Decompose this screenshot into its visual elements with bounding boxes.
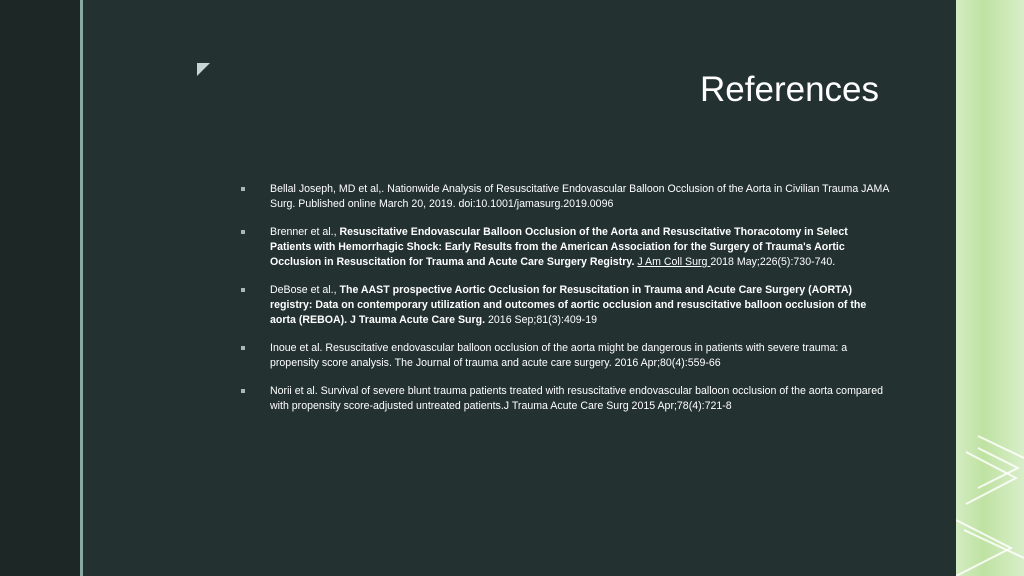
reference-item [241, 283, 891, 328]
reference-text [270, 342, 847, 369]
reference-text [270, 226, 848, 268]
reference-item [241, 341, 891, 371]
page-title: References [700, 70, 879, 109]
reference-item [241, 225, 891, 270]
chevron-lines-icon [956, 0, 1024, 576]
reference-authors: DeBose et al., [270, 284, 340, 296]
reference-authors: Inoue et al. Resuscitative endovascular balloon occlusion of the aorta might be dangerous in patients with severe trauma: a propensity score analysis. The Journal of trauma and acute care surgery. 2016 Apr;80(4):559-66 [270, 342, 848, 369]
right-decorative-band [956, 0, 1024, 576]
reference-item [241, 182, 891, 212]
journal-link[interactable]: J Am Coll Surg [637, 256, 711, 268]
square-bullet-icon [241, 346, 245, 350]
reference-authors: Norii et al. Survival of severe blunt trauma patients treated with resuscitative endovascular balloon occlusion of the aorta compared with propensity score-adjusted untreated patients.J Trauma Acute Care Surg 2015 Apr;78(4):721-8 [270, 385, 883, 412]
reference-title: The AAST prospective Aortic Occlusion for Resuscitation in Trauma and Acute Care Surgery (AORTA) registry: Data on contemporary utilization and outcomes of aortic occlusion and resuscitative balloon occlusion of the aorta (REBOA). J Trauma Acute Care Surg. [270, 284, 867, 326]
reference-authors: Bellal Joseph, MD et al,. Nationwide Analysis of Resuscitative Endovascular Balloon Occlusion of the Aorta in Civilian Trauma JAMA Surg. Published online March 20, 2019. doi:10.1001/jamasurg.2019.0096 [270, 183, 889, 210]
square-bullet-icon [241, 389, 245, 393]
reference-citation: 2018 May;226(5):730-740. [710, 256, 836, 268]
reference-text [270, 183, 889, 210]
reference-item [241, 384, 891, 414]
left-panel [0, 0, 80, 576]
reference-title: Resuscitative Endovascular Balloon Occlusion of the Aorta and Resuscitative Thoracotomy in Select Patients with Hemorrhagic Shock: Early Results from the American Association for the Surgery of Trauma's Aortic Occlusion in Resuscitation for Trauma and Acute Care Surgery Registry. [270, 226, 848, 268]
left-accent-line [80, 0, 83, 576]
square-bullet-icon [241, 230, 245, 234]
square-bullet-icon [241, 187, 245, 191]
triangle-corner-icon [197, 63, 210, 76]
reference-citation: 2016 Sep;81(3):409-19 [485, 314, 597, 326]
reference-text [270, 284, 866, 326]
reference-authors: Brenner et al., [270, 226, 340, 238]
reference-list [241, 182, 891, 427]
reference-text [270, 385, 883, 412]
square-bullet-icon [241, 288, 245, 292]
